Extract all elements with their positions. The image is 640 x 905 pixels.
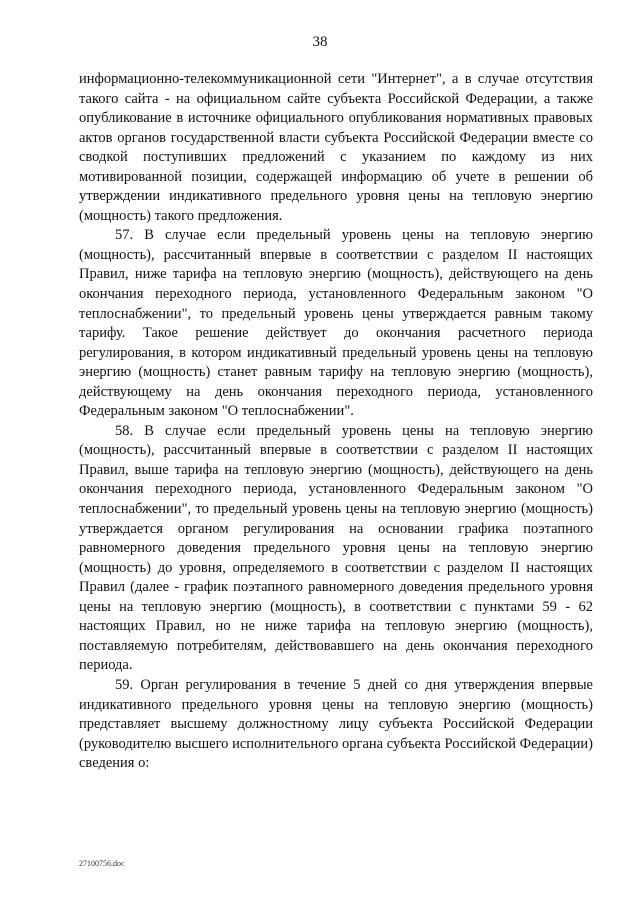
page-number: 38 [312,34,328,50]
paragraph-item-59: 59. Орган регулирования в течение 5 дней со дня утверждения впервые индикативного предельного уровня цены на тепловую энергию (мощность) представляет высшему должностному лицу субъекта Российской Федерации (руководителю высшего исполнительного органа субъекта Российской Федерации) сведения о: [79,676,593,772]
paragraph-item-57: 57. В случае если предельный уровень цены на тепловую энергию (мощность), рассчитанный впервые в соответствии с разделом II настоящих Правил, ниже тарифа на тепловую энергию (мощность), действующего на день окончания переходного периода, установленного Федеральным законом "О теплоснабжении", то предельный уровень цены утверждается равным такому тарифу. Такое решение действует до окончания расчетного периода регулирования, в котором индикативный предельный уровень цены на тепловую энергию (мощность) станет равным тарифу на тепловую энергию (мощность), действующему на день окончания переходного периода, установленного Федеральным законом "О теплоснабжении". [79,227,593,420]
paragraph-item-58: 58. В случае если предельный уровень цены на тепловую энергию (мощность), рассчитанный впервые в соответствии с разделом II настоящих Правил, выше тарифа на тепловую энергию (мощность), действующего на день окончания переходного периода, установленного Федеральным законом "О теплоснабжении", то предельный уровень цены на тепловую энергию (мощность) утверждается органом регулирования на основании графика поэтапного равномерного доведения предельного уровня цены на тепловую энергию (мощность) до уровня, определяемого в соответствии с разделом II настоящих Правил (далее - график поэтапного равномерного доведения предельного уровня цены на тепловую энергию (мощность), в соответствии с пунктами 59 - 62 настоящих Правил, но не ниже тарифа на тепловую энергию (мощность), поставляемую потребителям, действовавшего на день окончания переходного периода. [79,422,593,674]
footer-filename: 27100756.doc [79,859,125,868]
paragraph-continuation: информационно-телекоммуникационной сети "Интернет", а в случае отсутствия такого сайта - на официальном сайте субъекта Российской Федерации, а также опубликование в источнике официального опубликования нормативных правовых актов органов государственной власти субъекта Российской Федерации вместе со сводкой поступивших предложений с указанием по каждому из них мотивированной позиции, содержащей информацию об учете в решении об утверждении индикативного предельного уровня цены на тепловую энергию (мощность) такого предложения. [79,71,593,224]
document-body [79,70,593,774]
